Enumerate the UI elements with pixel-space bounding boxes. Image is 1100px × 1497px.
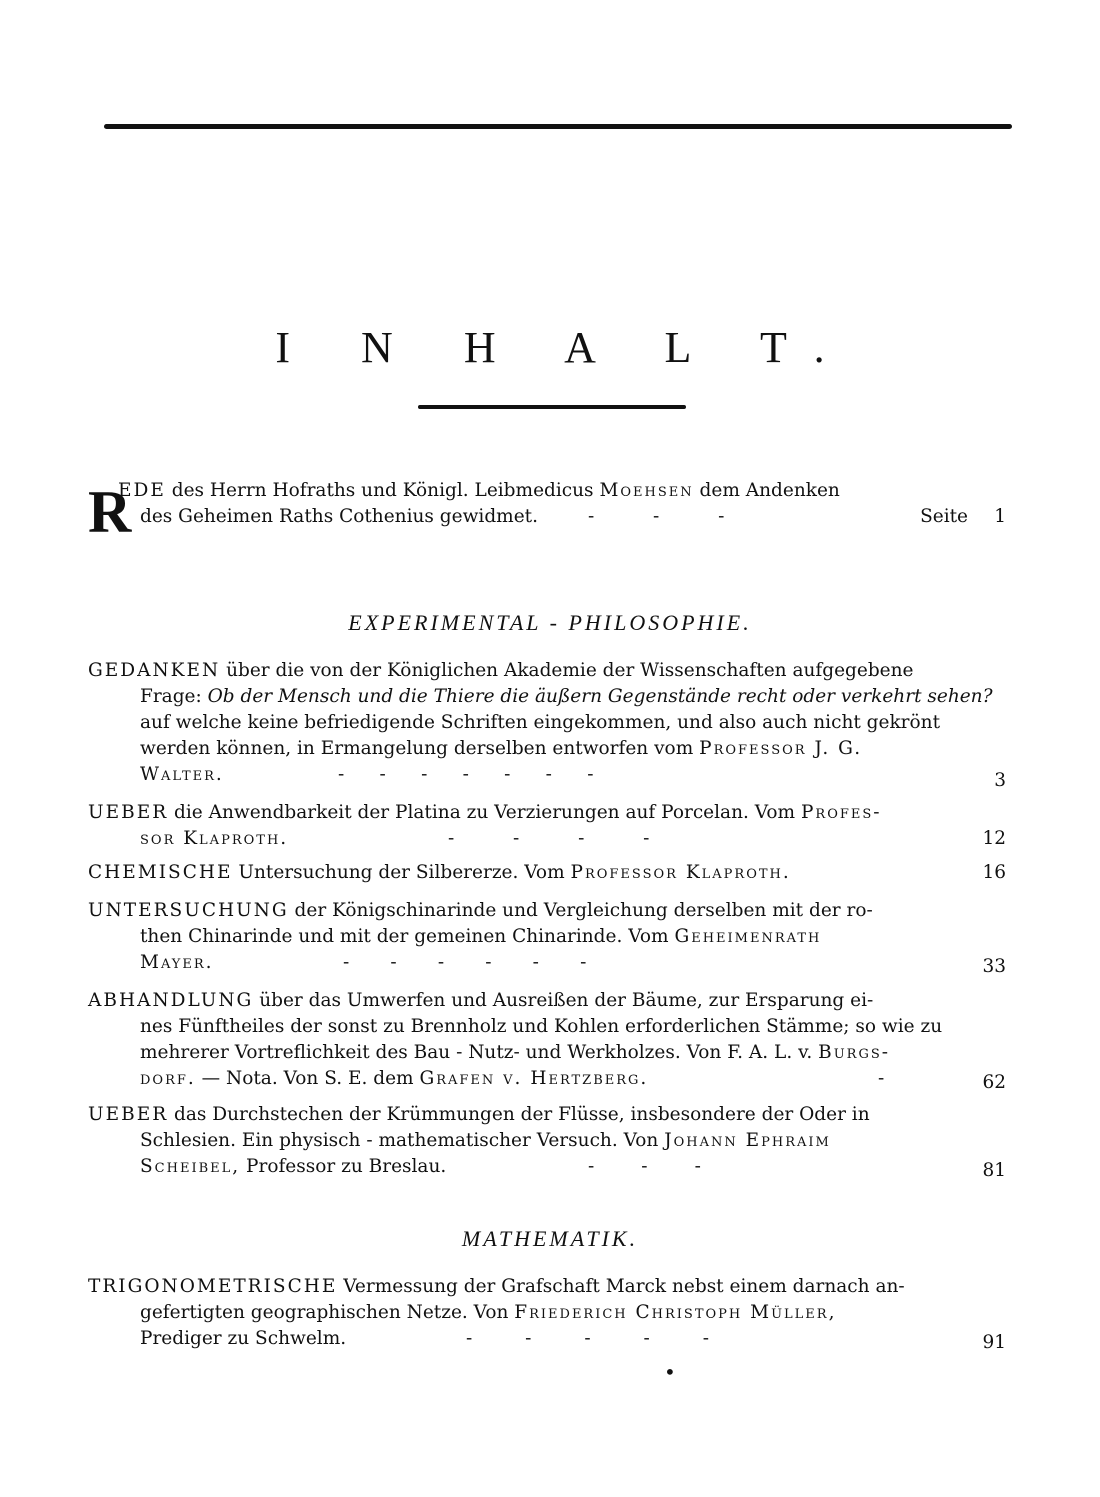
page-number: 16	[982, 862, 1006, 883]
entry-author: sor Klaproth.	[140, 828, 289, 849]
entry-lead: CHEMISCHE	[88, 862, 233, 883]
page-number: 62	[982, 1072, 1006, 1093]
entry-text: über die von der Königlichen Akademie der Wissenschaften aufgegebene	[220, 660, 914, 681]
entry-text: die Anwendbarkeit der Platina zu Verzierungen auf Porcelan. Vom	[168, 802, 801, 823]
entry-author: Mayer.	[140, 952, 214, 973]
entry-text: auf welche keine befriedigende Schriften eingekommen, und also auch nicht gekrönt	[140, 712, 941, 733]
entry-lead: UNTERSUCHUNG	[88, 900, 289, 921]
entry-text: then Chinarinde und mit der gemeinen Chinarinde. Vom	[140, 926, 675, 947]
entry-author: Professor Klaproth.	[570, 862, 791, 883]
page-number: 91	[982, 1332, 1006, 1353]
entry-lead: TRIGONOMETRISCHE	[88, 1276, 338, 1297]
page-number: 81	[982, 1160, 1006, 1181]
entry-text: mehrerer Vortreflichkeit des Bau - Nutz- und Werkholzes. Von F. A. L. v.	[140, 1042, 819, 1063]
leader-dashes: - - - - -	[466, 1328, 709, 1349]
title-rule	[418, 405, 686, 409]
entry-lead: UEBER	[88, 802, 169, 823]
entry-text: über das Umwerfen und Ausreißen der Bäume, zur Ersparung ei-	[253, 990, 874, 1011]
entry-platina	[88, 800, 1006, 852]
entry-author: Moehsen	[599, 480, 694, 501]
entry-trigonometrische	[88, 1274, 1006, 1352]
entry-author: dorf.	[140, 1068, 196, 1089]
entry-text: das Durchstechen der Krümmungen der Flüsse, insbesondere der Oder in	[168, 1104, 870, 1125]
entry-gedanken	[88, 658, 1006, 791]
entry-text: gefertigten geographischen Netze. Von	[140, 1302, 515, 1323]
entry-text: werden können, in Ermangelung derselben entworfen vom	[140, 738, 700, 759]
entry-text: Prediger zu Schwelm.	[140, 1328, 347, 1349]
entry-author: Geheimenrath	[674, 926, 822, 947]
footer-mark: •	[664, 1360, 676, 1384]
entry-lead: GEDANKEN	[88, 660, 221, 681]
drop-cap: R	[88, 479, 132, 545]
top-rule	[104, 124, 1012, 129]
entry-author: Burgs-	[818, 1042, 891, 1063]
page-label: Seite	[920, 506, 968, 527]
entry-abhandlung	[88, 988, 1006, 1092]
entry-lead: UEBER	[88, 1104, 169, 1125]
entry-author: Profes-	[800, 802, 882, 823]
page-number: 3	[994, 770, 1006, 791]
section-heading: EXPERIMENTAL - PHILOSOPHIE.	[348, 610, 752, 635]
entry-text: dem Andenken	[693, 480, 840, 501]
entry-text: nes Fünftheiles der sonst zu Brennholz und Kohlen erforderlichen Stämme; so wie zu	[140, 1016, 943, 1037]
entry-text: Untersuchung der Silbererze. Vom	[232, 862, 571, 883]
entry-lead: EDE	[118, 480, 166, 501]
entry-text: — Nota. Von S. E. dem	[195, 1068, 420, 1089]
entry-text: Frage:	[140, 686, 208, 707]
entry-author: Professor J. G.	[699, 738, 863, 759]
leader-dashes: - - - - - -	[343, 952, 587, 973]
entry-author: Johann Ephraim	[664, 1130, 831, 1151]
entry-untersuchung	[88, 898, 1006, 976]
entry-text: des Herrn Hofraths und Königl. Leibmedicus	[165, 480, 594, 501]
leader-dashes: - - - -	[448, 828, 650, 849]
entry-text: des Geheimen Raths Cothenius gewidmet.	[140, 506, 538, 527]
leader-dashes: - - -	[588, 1156, 701, 1177]
section-heading: MATHEMATIK.	[461, 1226, 639, 1251]
entry-text: Vermessung der Grafschaft Marck nebst einem darnach an-	[337, 1276, 905, 1297]
entry-author: Scheibel,	[140, 1156, 241, 1177]
entry-author: Friederich Christoph Müller,	[514, 1302, 837, 1323]
leader-dashes: -	[878, 1068, 885, 1089]
page-number: 12	[982, 828, 1006, 849]
page-number: 1	[994, 506, 1006, 527]
entry-rede	[88, 478, 1006, 545]
page-title: I N H A L T.	[275, 323, 855, 372]
entry-lead: ABHANDLUNG	[88, 990, 254, 1011]
entry-author: Grafen v. Hertzberg.	[419, 1068, 649, 1089]
entry-text: der Königschinarinde und Vergleichung derselben mit der ro-	[288, 900, 873, 921]
page-number: 33	[982, 956, 1006, 977]
entry-text: Schlesien. Ein physisch - mathematischer Versuch. Von	[140, 1130, 665, 1151]
leader-dashes: - - - - - - -	[338, 764, 594, 785]
entry-chemische	[88, 860, 1006, 886]
entry-author: Walter.	[140, 764, 224, 785]
entry-text: Professor zu Breslau.	[240, 1156, 447, 1177]
entry-durchstechen	[88, 1102, 1006, 1180]
entry-question: Ob der Mensch und die Thiere die äußern Gegenstände recht oder verkehrt sehen?	[207, 686, 993, 707]
leader-dashes: - - -	[588, 506, 725, 527]
